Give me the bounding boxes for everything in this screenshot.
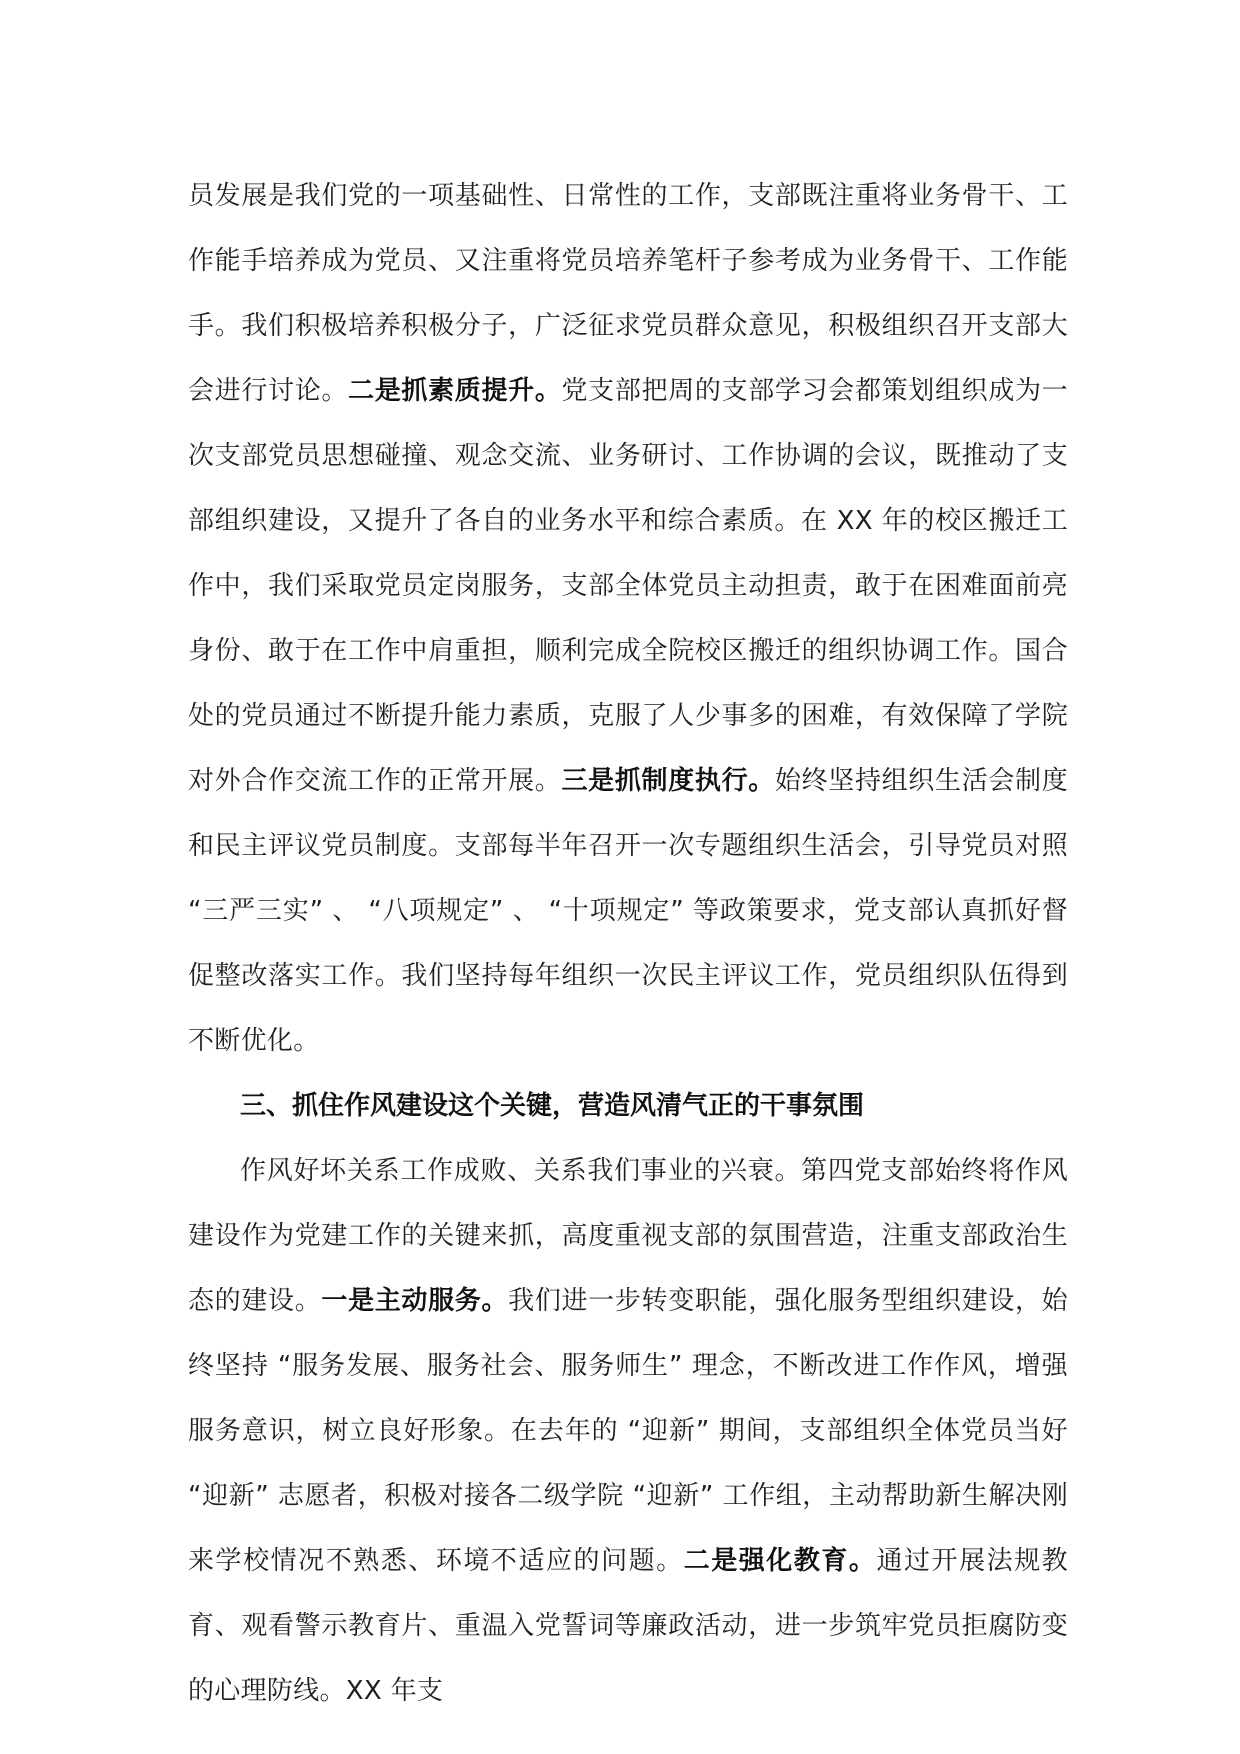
paragraph-text: 员发展是我们党的一项基础性、日常性的工作，支部既注重将业务骨干、工作能手培养成为党员、又注重将党员培养笔杆子参考成为业务骨干、工作能手。我们积极培养积极分子，广泛征求党员群众意见，积极组织召开支部大会进行讨论。 (188, 181, 1068, 406)
paragraph-text: 我们进一步转变职能，强化服务型组织建设，始终坚持 “服务发展、服务社会、服务师生” 理念，不断改进工作作风，增强服务意识，树立良好形象。在去年的 “迎新” 期间，支部组织全体党员当好 “迎新” 志愿者，积极对接各二级学院 “迎新” 工作组，主动帮助新生解决刚来学校情况不熟悉、环境不适应的问题。 (188, 1286, 1068, 1576)
paragraph-text: 始终坚持组织生活会制度和民主评议党员制度。支部每半年召开一次专题组织生活会，引导党员对照 “三严三实” 、 “八项规定” 、 “十项规定” 等政策要求，党支部认真抓好督促整改落实工作。我们坚持每年组织一次民主评议工作，党员组织队伍得到不断优化。 (188, 766, 1068, 1056)
paragraph-text: 作风好坏关系工作成败、关系我们事业的兴衰。第四党支部始终将作风建设作为党建工作的关键来抓，高度重视支部的氛围营造，注重支部政治生态的建设。 (188, 1156, 1068, 1316)
bold-point-service: 一是主动服务。 (321, 1286, 509, 1316)
paragraph-text: 通过开展法规教育、观看警示教育片、重温入党誓词等廉政活动，进一步筑牢党员拒腐防变的心理防线。XX 年支 (188, 1546, 1068, 1706)
paragraph-work-style (188, 1139, 1068, 1724)
document-body (188, 164, 1068, 1724)
paragraph-text: 党支部把周的支部学习会都策划组织成为一次支部党员思想碰撞、观念交流、业务研讨、工作协调的会议，既推动了支部组织建设，又提升了各自的业务水平和综合素质。在 XX 年的校区搬迁工作中，我们采取党员定岗服务，支部全体党员主动担责，敢于在困难面前亮身份、敢于在工作中肩重担，顺利完成全院校区搬迁的组织协调工作。国合处的党员通过不断提升能力素质，克服了人少事多的困难，有效保障了学院对外合作交流工作的正常开展。 (188, 376, 1068, 796)
bold-point-system: 三是抓制度执行。 (561, 766, 775, 796)
section-heading-three: 三、抓住作风建设这个关键，营造风清气正的干事氛围 (240, 1091, 865, 1121)
bold-point-education: 二是强化教育。 (683, 1546, 877, 1576)
bold-point-quality: 二是抓素质提升。 (348, 376, 562, 406)
paragraph-party-development (188, 164, 1068, 1074)
